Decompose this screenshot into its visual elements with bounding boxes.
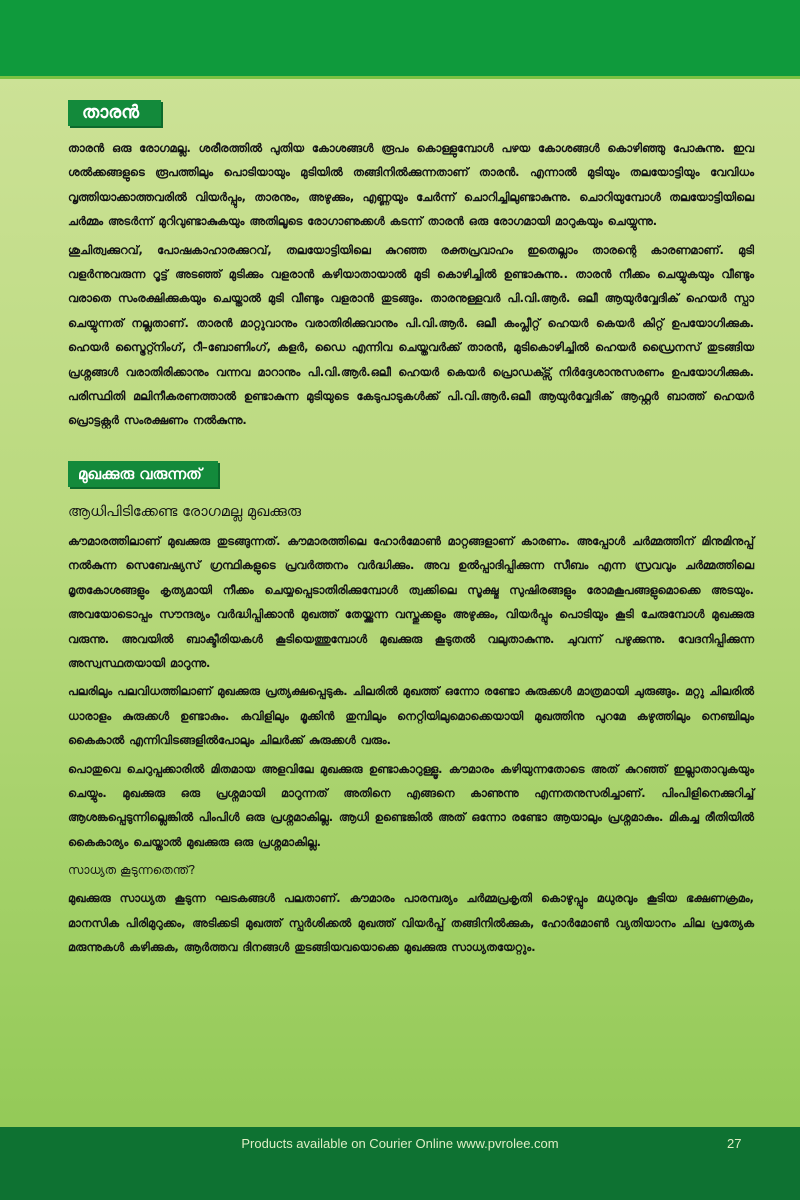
footer-text: Products available on Courier Online www.pvrolee.com — [241, 1136, 559, 1151]
acne-question: സാധ്യത കൂടുന്നതെന്ത്? — [68, 863, 196, 878]
paragraph-acne-2: പലരിലും പലവിധത്തിലാണ് മുഖക്കുരു പ്രത്യക്ഷപ്പെടുക. ചിലരിൽ മുഖത്ത് ഒന്നോ രണ്ടോ കുരുക്കൾ മാത്രമായി ചുരുങ്ങും. മറ്റു ചിലരിൽ ധാരാളം കുരുക്കൾ ഉണ്ടാകും. കവിളിലും മൂക്കിൻ തുമ്പിലും നെറ്റിയിലുമൊക്കെയായി മുഖത്തിനു പുറമേ കഴുത്തിലും നെഞ്ചിലും കൈകാൽ എന്നിവിടങ്ങളിൽപോലും ചിലർക്ക് കുരുക്കൾ വരും. — [68, 684, 754, 748]
paragraph-dandruff-1: താരൻ ഒരു രോഗമല്ല. ശരീരത്തിൽ പുതിയ കോശങ്ങൾ രൂപം കൊള്ളുമ്പോൾ പഴയ കോശങ്ങൾ കൊഴിഞ്ഞു പോകുന്നു. ഇവ ശൽക്കങ്ങളുടെ രൂപത്തിലും പൊടിയായും മുടിയിൽ തങ്ങിനിൽക്കുന്നതാണ് താരൻ. എന്നാൽ മുടിയും തലയോട്ടിയും വേവിധം വൃത്തിയാക്കാത്തവരിൽ വിയർപ്പും, താരനും, അഴുക്കും, എണ്ണയും ചേർന്ന് ചൊറിച്ചിലുണ്ടാകുന്നു. ചൊറിയുമ്പോൾ തലയോട്ടിയിലെ ചർമ്മം അടർന്ന് മുറിവുണ്ടാകുകയും അതിലൂടെ രോഗാണുക്കൾ കടന്ന് താരൻ ഒരു രോഗമായി മാറുകയും ചെയ്യുന്നു. — [68, 141, 754, 229]
paragraph-acne-1: കൗമാരത്തിലാണ് മുഖക്കുരു തുടങ്ങുന്നത്. കൗമാരത്തിലെ ഹോർമോൺ മാറ്റങ്ങളാണ് കാരണം. അപ്പോൾ ചർമ്മത്തിന് മിനുമിനുപ്പ് നൽകുന്ന സെബേഷ്യസ് ഗ്രന്ഥികളുടെ പ്രവർത്തനം വർദ്ധിക്കും. അവ ഉൽപ്പാദിപ്പിക്കുന്ന സീബം എന്ന സ്രവവും ചർമ്മത്തിലെ മൃതകോശങ്ങളും കൃത്യമായി നീക്കം ചെയ്യപ്പെടാതിരിക്കുമ്പോൾ ത്വക്കിലെ സൂക്ഷ്മ സുഷിരങ്ങളും രോമകൂപങ്ങളുമൊക്കെ അടയും. അവയോടൊപ്പം സൗന്ദര്യം വർദ്ധിപ്പിക്കാൻ മുഖത്ത് തേയ്ക്കുന്ന വസ്തുക്കളും അഴുക്കും, വിയർപ്പും പൊടിയും കൂടി ചേരുമ്പോൾ മുഖക്കുരു വരുന്നു. അവയിൽ ബാക്ടീരിയകൾ കൂടിയെത്തുമ്പോൾ മുഖക്കുരു കൂടുതൽ വലുതാകുന്നു. ചുവന്ന് പഴുക്കുന്നു. വേദനിപ്പിക്കുന്ന അസ്വസ്ഥതയായി മാറുന്നു. — [68, 533, 754, 670]
paragraph-dandruff-2: ശുചിത്വക്കുറവ്, പോഷകാഹാരക്കുറവ്, തലയോട്ടിയിലെ കുറഞ്ഞ രക്തപ്രവാഹം ഇതെല്ലാം താരന്റെ കാരണമാണ്. മുടി വളർന്നുവരുന്ന റൂട്ട് അടഞ്ഞ് മുടിക്കും വളരാൻ കഴിയാതായാൽ മുടി കൊഴിച്ചിൽ ഉണ്ടാകുന്നു.. താരൻ നീക്കം ചെയ്യുകയും വീണ്ടും വരാതെ സംരക്ഷിക്കുകയും ചെയ്താൽ മുടി വീണ്ടും വളരാൻ തുടങ്ങും. താരനുള്ളവർ പി.വി.ആർ. ഒലീ ആയുർവ്വേദിക് ഹെയർ സ്പാ ചെയ്യുന്നത് നല്ലതാണ്. താരൻ മാറ്റുവാനും വരാതിരിക്കുവാനും പി.വി.ആർ. ഒലീ കംപ്ലീറ്റ് ഹെയർ കെയർ കിറ്റ് ഉപയോഗിക്കുക. ഹെയർ സ്ട്രൈറ്റ്നിംഗ്, റീ–ബോണിംഗ്, കളർ, ഡൈ എന്നിവ ചെയ്തവർക്ക് താരൻ, മുടികൊഴിച്ചിൽ ഹെയർ ഡ്രൈനസ് തുടങ്ങിയ പ്രശ്നങ്ങൾ വരാതിരിക്കാനും വന്നവ മാറാനും പി.വി.ആർ.ഒലീ ഹെയർ കെയർ പ്രൊഡക്ട്സ് നിർദ്ദേശാനുസരണം ഉപയോഗിക്കുക. പരിസ്ഥിതി മലിനീകരണത്താൽ ഉണ്ടാകുന്ന മുടിയുടെ കേടുപാടുകൾക്ക് പി.വി.ആർ.ഒലീ ആയുർവ്വേദിക് ആഫ്റ്റർ ബാത്ത് ഹെയർ പ്രൊട്ടക്റ്റർ സംരക്ഷണം നൽകുന്നു. — [68, 242, 754, 428]
paragraph-acne-3: പൊതുവെ ചെറുപ്പക്കാരിൽ മിതമായ അളവിലേ മുഖക്കുരു ഉണ്ടാകാറുള്ളൂ. കൗമാരം കഴിയുന്നതോടെ അത് കുറഞ്ഞ് ഇല്ലാതാവുകയും ചെയ്യും. മുഖക്കുരു ഒരു പ്രശ്നമായി മാറുന്നത് അതിനെ എങ്ങനെ കാണുന്നു എന്നതനുസരിച്ചാണ്. പിംപിളിനെക്കുറിച്ച് ആശങ്കപ്പെടുന്നില്ലെങ്കിൽ പിംപിൾ ഒരു പ്രശ്നമാകില്ല. ആധി ഉണ്ടെങ്കിൽ അത് ഒന്നോ രണ്ടോ ആയാലും പ്രശ്നമാകും. മികച്ച രീതിയിൽ കൈകാര്യം ചെയ്താൽ മുഖക്കുരു ഒരു പ്രശ്നമാകില്ല. — [68, 761, 754, 849]
page-number: 27 — [727, 1136, 742, 1151]
section-heading-dandruff: താരൻ — [68, 100, 161, 126]
section-heading-acne: മുഖക്കുരു വരുന്നത് — [68, 461, 218, 487]
article-content — [68, 100, 754, 963]
acne-subheading: ആധിപിടിക്കേണ്ട രോഗമല്ല മുഖക്കുരു — [68, 503, 302, 520]
top-header-band — [0, 0, 800, 79]
paragraph-acne-4: മുഖക്കുരു സാധ്യത കൂടുന്ന ഘടകങ്ങൾ പലതാണ്. കൗമാരം പാരമ്പര്യം ചർമ്മപ്രകൃതി കൊഴുപ്പും മധുരവും കൂടിയ ഭക്ഷണക്രമം, മാനസിക പിരിമുറുക്കം, അടിക്കടി മുഖത്ത് സ്പർശിക്കൽ മുഖത്ത് വിയർപ്പ് തങ്ങിനിൽക്കുക, ഹോർമോൺ വ്യതിയാനം ചില പ്രത്യേക മരുന്നുകൾ കഴിക്കുക, ആർത്തവ ദിനങ്ങൾ തുടങ്ങിയവയൊക്കെ മുഖക്കുരു സാധ്യതയേറ്റും. — [68, 891, 754, 954]
